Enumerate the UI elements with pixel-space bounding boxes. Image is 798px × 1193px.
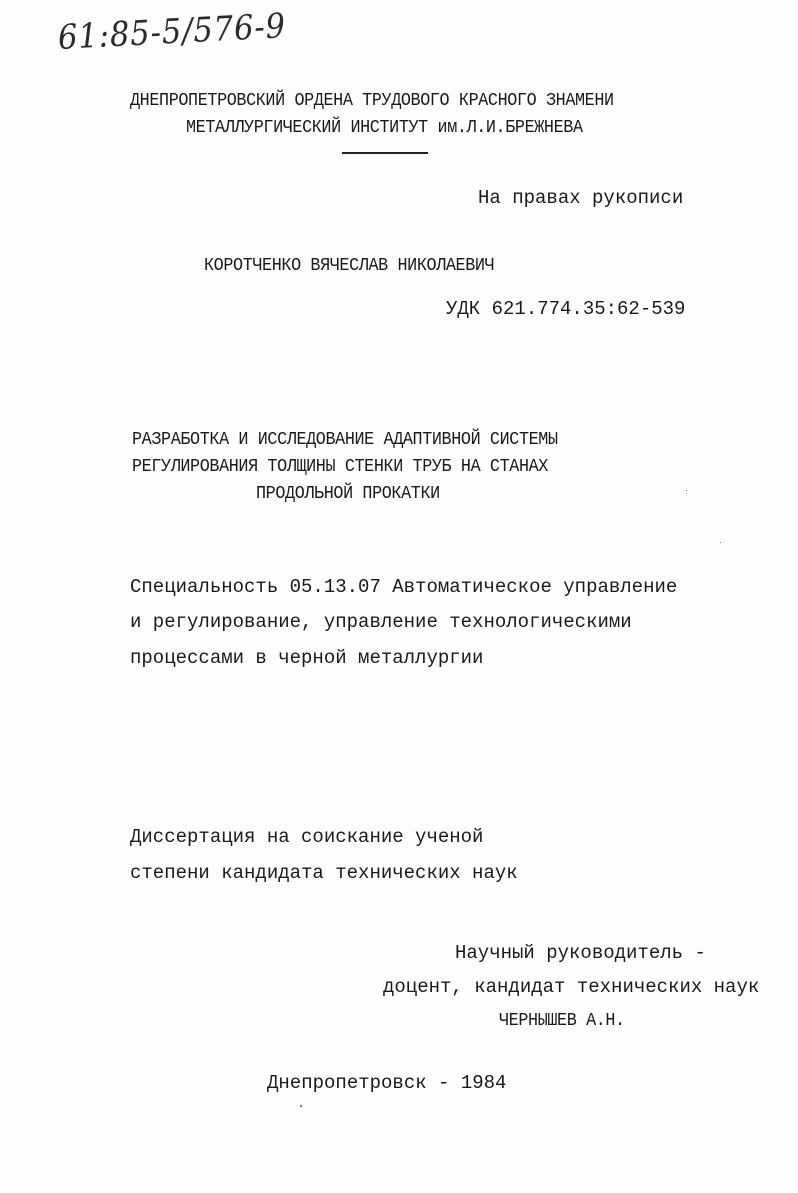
scan-speck bbox=[300, 1105, 302, 1107]
dissertation-line-1: Диссертация на соискание ученой bbox=[130, 826, 484, 848]
supervisor-line-2: доцент, кандидат технических наук bbox=[383, 976, 760, 998]
dissertation-line-2: степени кандидата технических наук bbox=[130, 862, 518, 884]
title-line-1: РАЗРАБОТКА И ИССЛЕДОВАНИЕ АДАПТИВНОЙ СИСТЕМЫ bbox=[132, 430, 558, 450]
city-year: Днепропетровск - 1984 bbox=[267, 1072, 507, 1094]
udc-code: УДК 621.774.35:62-539 bbox=[446, 298, 686, 320]
supervisor-name: ЧЕРНЫШЕВ А.Н. bbox=[499, 1011, 625, 1031]
header-divider bbox=[342, 152, 428, 154]
manuscript-note: На правах рукописи bbox=[478, 187, 684, 209]
archive-number-handwritten: 61:85-5/576-9 bbox=[56, 6, 287, 58]
specialty-line-1: Специальность 05.13.07 Автоматическое управление bbox=[130, 576, 678, 598]
specialty-line-2: и регулирование, управление технологическими bbox=[130, 611, 632, 633]
author-name: КОРОТЧЕНКО ВЯЧЕСЛАВ НИКОЛАЕВИЧ bbox=[204, 256, 495, 276]
supervisor-line-1: Научный руководитель - bbox=[455, 942, 706, 964]
scan-speck bbox=[720, 542, 721, 543]
institute-line-2: МЕТАЛЛУРГИЧЕСКИЙ ИНСТИТУТ им.Л.И.БРЕЖНЕВА bbox=[186, 118, 583, 138]
scan-speck bbox=[686, 490, 687, 491]
title-line-2: РЕГУЛИРОВАНИЯ ТОЛЩИНЫ СТЕНКИ ТРУБ НА СТАНАХ bbox=[132, 457, 548, 477]
institute-line-1: ДНЕПРОПЕТРОВСКИЙ ОРДЕНА ТРУДОВОГО КРАСНОГО ЗНАМЕНИ bbox=[130, 91, 614, 111]
title-line-3: ПРОДОЛЬНОЙ ПРОКАТКИ bbox=[256, 484, 440, 504]
specialty-line-3: процессами в черной металлургии bbox=[130, 647, 484, 669]
